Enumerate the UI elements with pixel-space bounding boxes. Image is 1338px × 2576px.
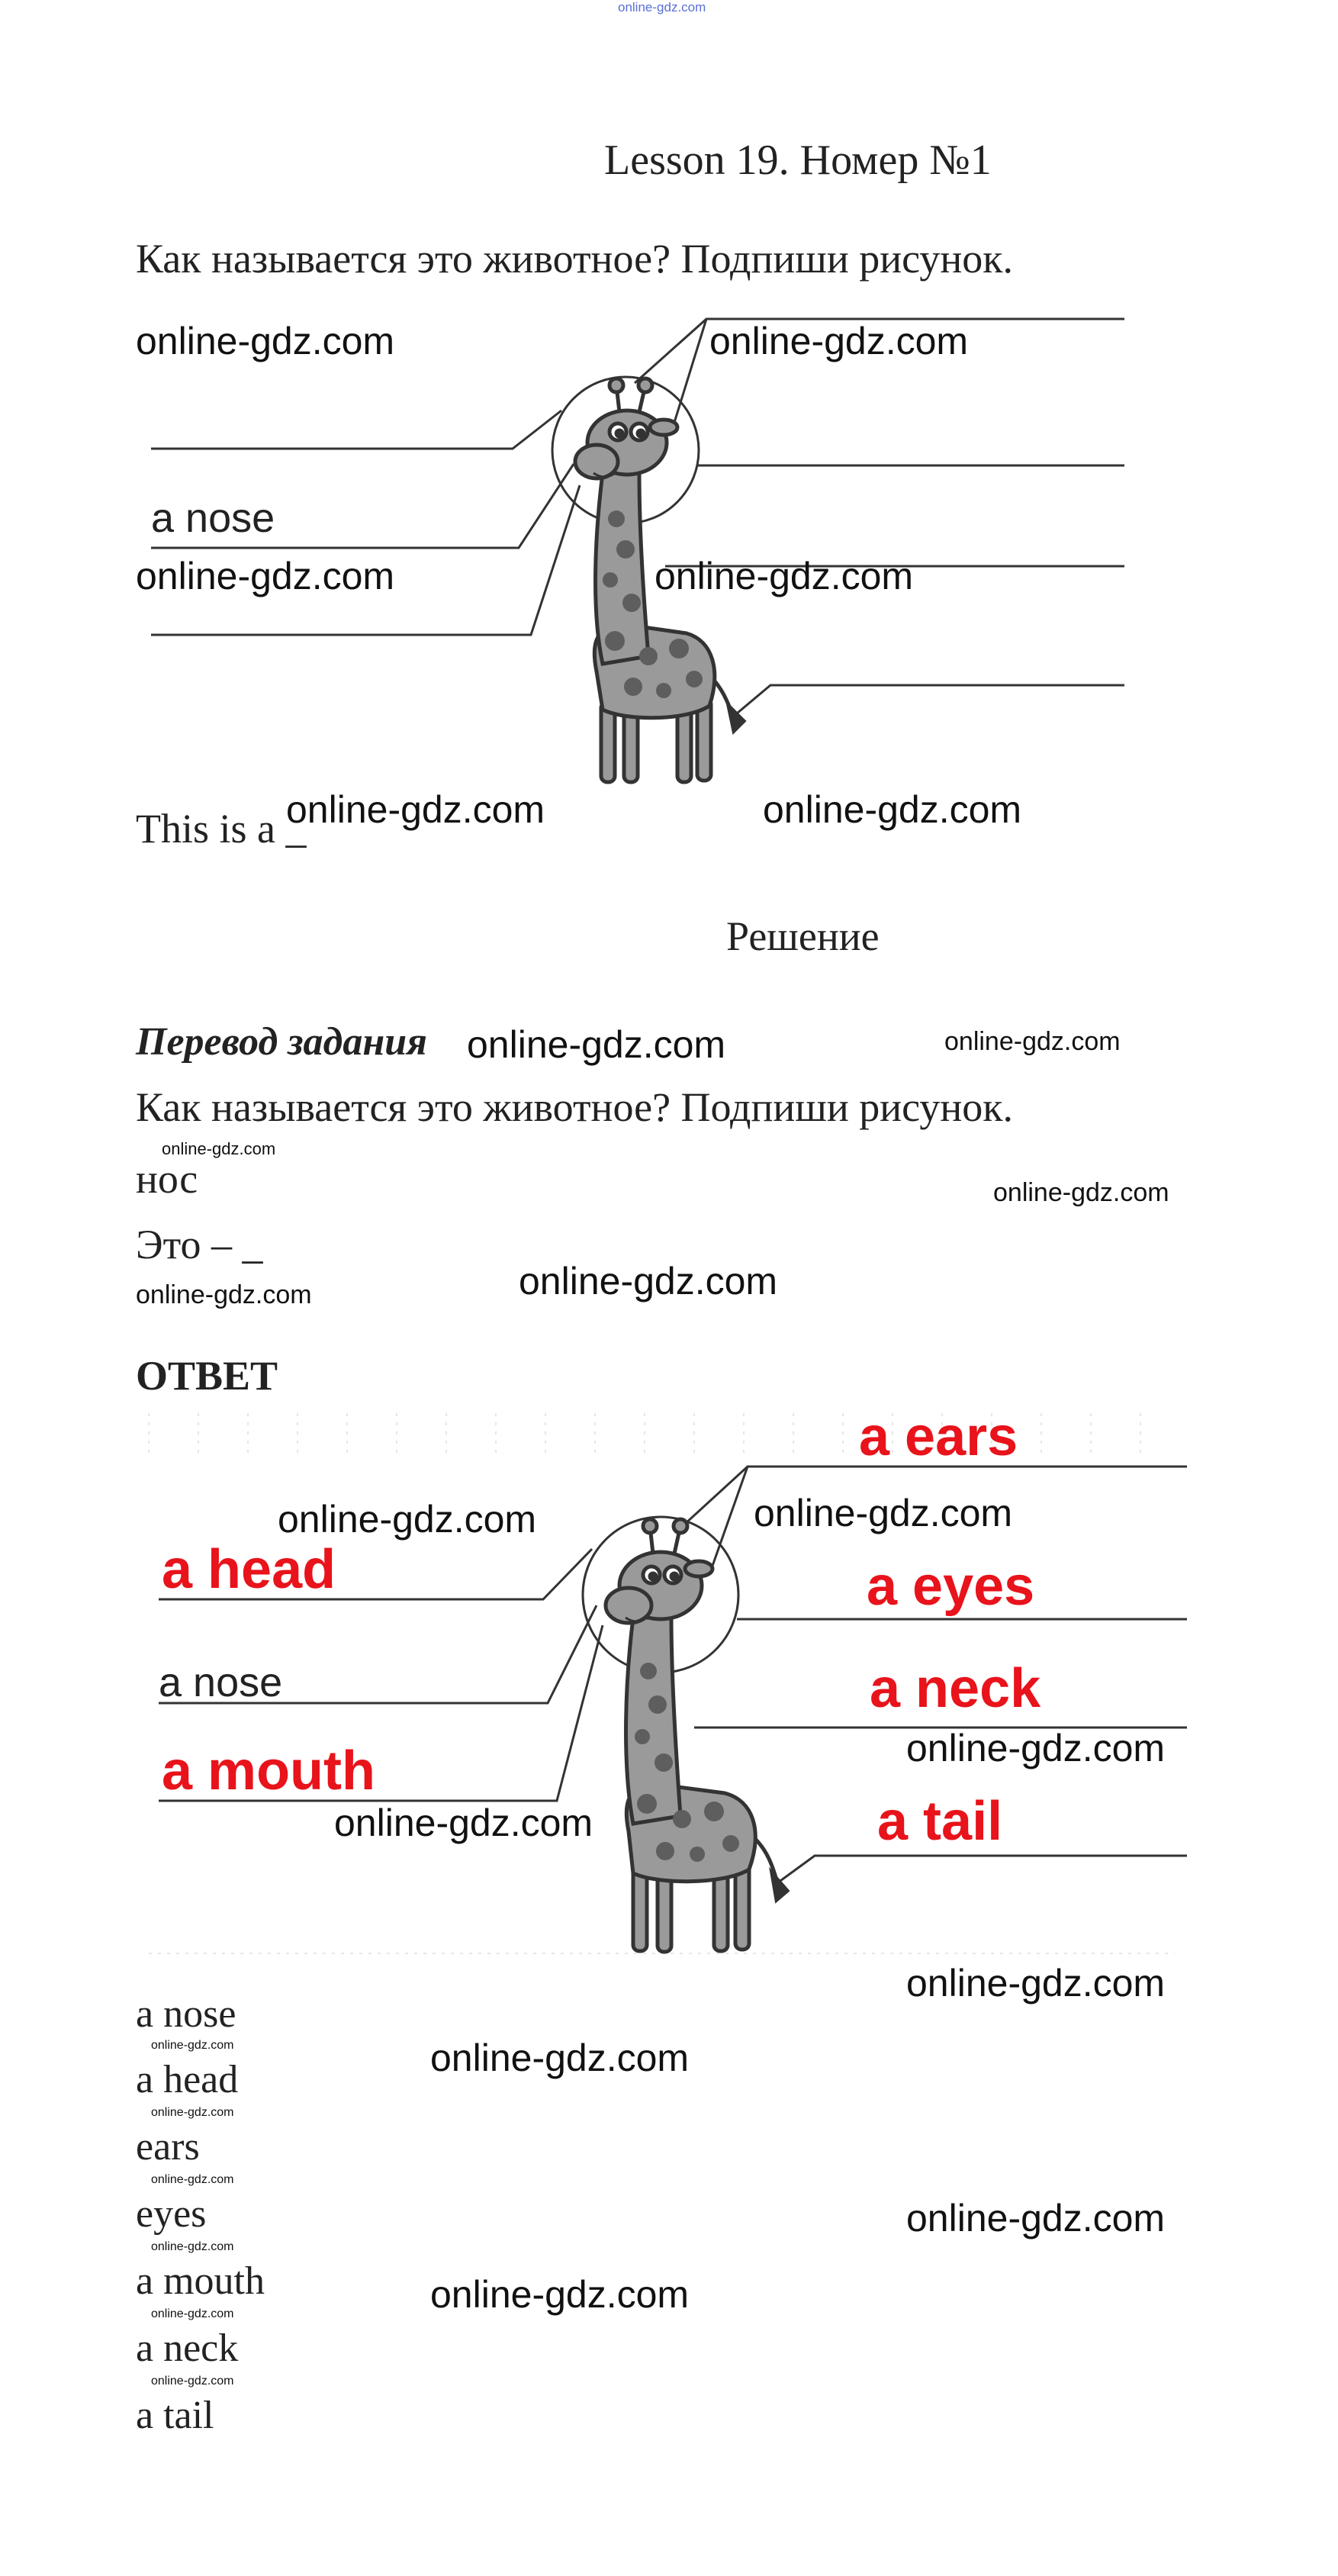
answer-heading: ОТВЕТ	[136, 1353, 278, 1399]
label-nose: a nose	[159, 1660, 283, 1705]
watermark: online-gdz.com	[136, 555, 395, 597]
list-item: a neck	[136, 2326, 239, 2370]
watermark: online-gdz.com	[906, 1962, 1166, 2004]
watermark: online-gdz.com	[655, 555, 914, 597]
task-instruction: Как называется это животное? Подпиши рисунок.	[136, 236, 1014, 282]
watermark: online-gdz.com	[754, 1492, 1013, 1534]
watermark: online-gdz.com	[151, 2106, 234, 2119]
watermark: online-gdz.com	[286, 788, 545, 831]
watermark: online-gdz.com	[136, 320, 395, 362]
label-tail: a tail	[877, 1791, 1003, 1852]
watermark: online-gdz.com	[278, 1498, 537, 1541]
task-sentence: This is a _	[136, 806, 307, 852]
watermark: online-gdz.com	[906, 1727, 1166, 1769]
list-item: a head	[136, 2058, 239, 2101]
watermark: online-gdz.com	[430, 2037, 690, 2079]
label-ears: a ears	[859, 1406, 1018, 1467]
watermark: online-gdz.com	[763, 788, 1022, 831]
list-item: a nose	[136, 1992, 236, 2036]
list-item: eyes	[136, 2192, 207, 2236]
translation-instruction: Как называется это животное? Подпиши рисунок.	[136, 1084, 1014, 1130]
watermark: online-gdz.com	[519, 1260, 778, 1302]
list-item: a tail	[136, 2394, 214, 2437]
watermark: online-gdz.com	[151, 2307, 234, 2320]
watermark: online-gdz.com	[162, 1139, 276, 1158]
top-watermark: online-gdz.com	[618, 0, 706, 14]
list-item: a mouth	[136, 2259, 265, 2303]
translation-word: нос	[136, 1156, 198, 1202]
watermark: online-gdz.com	[151, 2375, 234, 2388]
page-title: Lesson 19. Номер №1	[604, 137, 992, 184]
watermark: online-gdz.com	[151, 2240, 234, 2253]
watermark: online-gdz.com	[151, 2173, 234, 2186]
watermark: online-gdz.com	[709, 320, 969, 362]
solution-heading: Решение	[726, 913, 880, 959]
translation-heading: Перевод задания	[136, 1020, 427, 1064]
watermark: online-gdz.com	[151, 2039, 234, 2052]
translation-sentence: Это – _	[136, 1222, 263, 1267]
watermark: online-gdz.com	[136, 1280, 312, 1309]
list-item: ears	[136, 2125, 200, 2169]
watermark: online-gdz.com	[944, 1027, 1121, 1056]
watermark: online-gdz.com	[906, 2197, 1166, 2240]
watermark: online-gdz.com	[430, 2273, 690, 2316]
watermark: online-gdz.com	[467, 1023, 726, 1066]
label-neck: a neck	[870, 1658, 1041, 1719]
label-mouth: a mouth	[162, 1740, 375, 1802]
watermark: online-gdz.com	[993, 1178, 1169, 1207]
label-eyes: a eyes	[867, 1556, 1035, 1617]
watermark: online-gdz.com	[334, 1802, 593, 1844]
label-head: a head	[162, 1539, 336, 1600]
prefilled-nose-label: a nose	[151, 495, 275, 541]
